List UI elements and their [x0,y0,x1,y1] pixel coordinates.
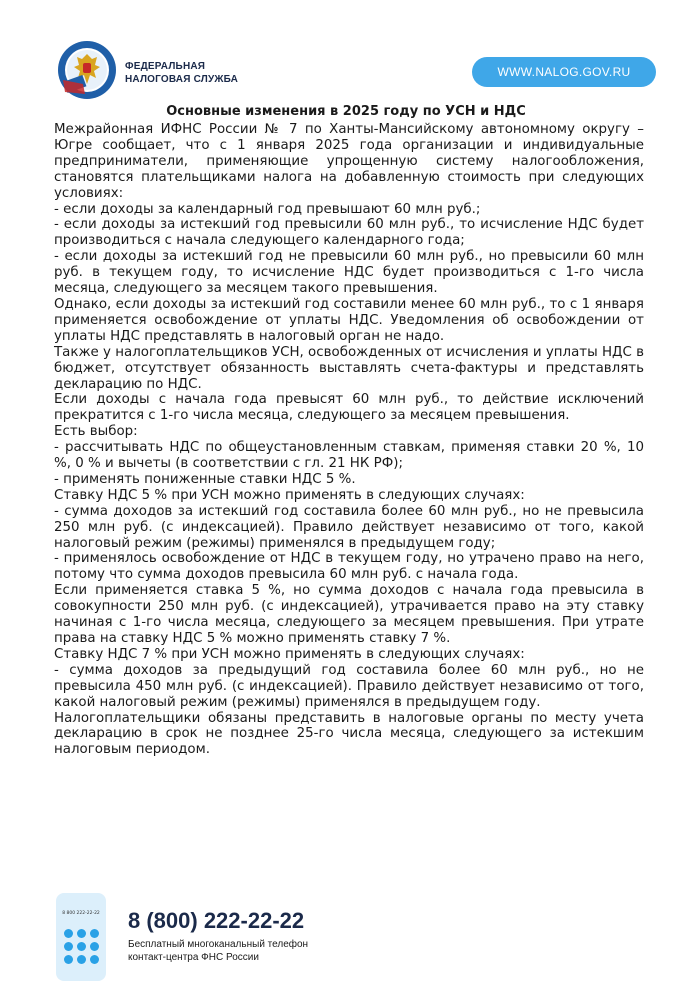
paragraph: - применять пониженные ставки НДС 5 %. [54,471,356,487]
org-name-line2: НАЛОГОВАЯ СЛУЖБА [125,74,239,85]
keypad-dot [64,942,73,951]
paragraph: - сумма доходов за предыдущий год составила более 60 млн руб., но не превысила 450 млн руб. (с индексацией). Правило действует независимо от того, какой налоговый режим (режимы) применялся в предыдущем году. [54,662,644,710]
paragraph: Межрайонная ИФНС России № 7 по Ханты-Мансийскому автономному округу – Югре сообщает, что с 1 января 2025 года организации и индивидуальные предприниматели, применяющие упрощенную систему налогообложения, становятся плательщиками налога на добавленную стоимость при следующих условиях: [54,122,644,201]
org-name [125,60,238,86]
hotline-phone[interactable]: 8 (800) 222-22-22 [128,908,305,933]
paragraph: Ставку НДС 7 % при УСН можно применять в следующих случаях: [54,646,525,662]
keypad-dot [64,929,73,938]
document-title: Основные изменения в 2025 году по УСН и НДС [166,104,526,119]
phone-card-number: 8 800 222-22-22 [62,911,100,916]
paragraph: - применялось освобождение от НДС в текущем году, но утрачено право на него, потому что сумма доходов превысила 60 млн руб. с начала года. [54,551,644,583]
paragraph: - если доходы за календарный год превышают 60 млн руб.; [54,201,481,217]
keypad-dot [90,929,99,938]
org-name-line1: ФЕДЕРАЛЬНАЯ [125,61,206,72]
paragraph: - сумма доходов за истекший год составила более 60 млн руб., но не превысила 250 млн руб. (с индексацией). Правило действует независимо от того, какой налоговый режим (режимы) применялся в предыдущем году; [54,503,644,551]
paragraph: Если доходы с начала года превысят 60 млн руб., то действие исключений прекратится с 1-го числа месяца, следующего за месяцем превышения. [54,392,644,424]
keypad-dot [64,955,73,964]
keypad-dot [90,942,99,951]
paragraph: - если доходы за истекший год не превысили 60 млн руб., но превысили 60 млн руб. в текущем году, то исчисление НДС будет производиться с 1-го числа месяца, следующего за месяцем такого превышения. [54,249,644,297]
document-body [54,122,644,758]
website-link[interactable]: WWW.NALOG.GOV.RU [472,57,656,87]
keypad-dot [90,955,99,964]
paragraph: Ставку НДС 5 % при УСН можно применять в следующих случаях: [54,487,525,503]
paragraph: Налогоплательщики обязаны представить в налоговые органы по месту учета декларацию в срок не позднее 25-го числа месяца, следующего за истекшим налоговым периодом. [54,710,644,758]
phone-card-icon [56,893,106,981]
paragraph: Есть выбор: [54,424,138,440]
keypad-dot [77,955,86,964]
hotline-caption-line1: Бесплатный многоканальный телефон [128,939,309,950]
paragraph: Однако, если доходы за истекший год составили менее 60 млн руб., то с 1 января применяется освобождение от уплаты НДС. Уведомления об освобождении от уплаты НДС представлять в налоговый орган не надо. [54,296,644,344]
paragraph: Если применяется ставка 5 %, но сумма доходов с начала года превысила в совокупности 250 млн руб. (с индексацией), утрачивается право на эту ставку начиная с 1-го числа месяца, следующего за месяцем превышения. При утрате права на ставку НДС 5 % можно применять ставку 7 %. [54,583,644,646]
keypad-dot [77,929,86,938]
hotline-caption-line2: контакт-центра ФНС России [128,952,259,963]
hotline-caption [128,938,308,964]
paragraph: - если доходы за истекший год превысили 60 млн руб., то исчисление НДС будет производиться с начала следующего календарного года; [54,217,644,249]
header [57,40,657,110]
paragraph: Также у налогоплательщиков УСН, освобожденных от исчисления и уплаты НДС в бюджет, отсутствует обязанность выставлять счета-фактуры и представлять декларацию по НДС. [54,344,644,392]
keypad-dot [77,942,86,951]
paragraph: - рассчитывать НДС по общеустановленным ставкам, применяя ставки 20 %, 10 %, 0 % и вычеты (в соответствии с гл. 21 НК РФ); [54,440,644,472]
fns-emblem-icon [57,40,117,100]
